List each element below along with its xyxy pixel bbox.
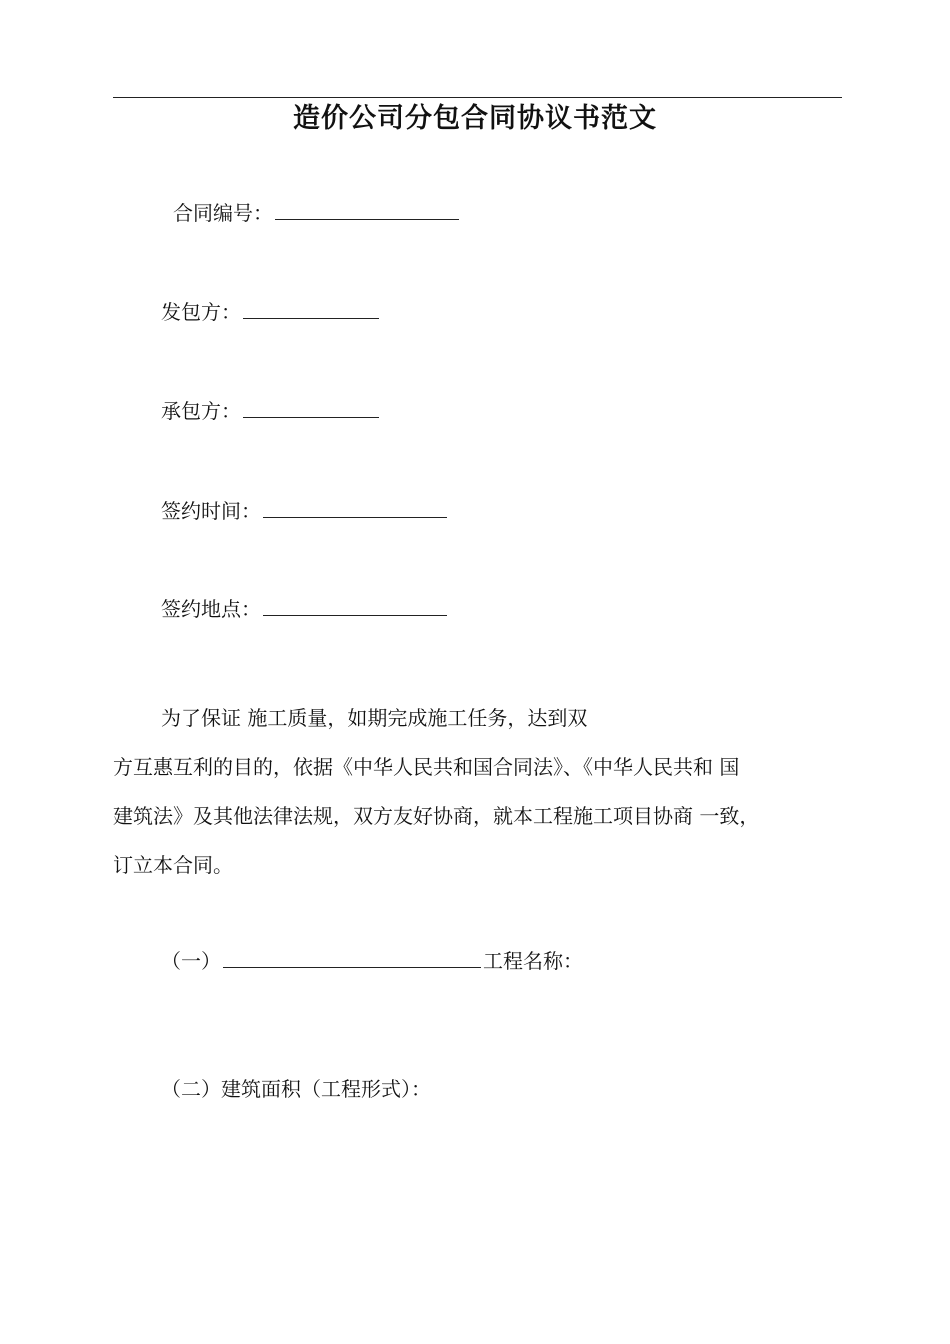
preamble-line-4: 订立本合同。 xyxy=(113,853,233,877)
contract-number-field xyxy=(173,199,459,227)
preamble-line-2: 方互惠互利的目的，依据《中华人民共和国合同法》、《中华人民共和 国 xyxy=(113,755,740,779)
employer-blank[interactable] xyxy=(243,298,379,319)
sign-time-blank[interactable] xyxy=(263,497,447,518)
sign-time-field xyxy=(161,497,447,525)
document-title: 造价公司分包合同协议书范文 xyxy=(293,103,657,134)
preamble-paragraph xyxy=(113,694,842,890)
preamble-line-1: 为了保证 施工质量，如期完成施工任务，达到双 xyxy=(161,706,588,730)
sign-place-label: 签约地点： xyxy=(161,597,261,621)
project-name-blank[interactable] xyxy=(223,947,481,968)
item-project-name xyxy=(161,947,583,975)
header-rule xyxy=(113,97,842,98)
contract-number-label: 合同编号： xyxy=(173,201,273,225)
contractor-field xyxy=(161,397,379,425)
contract-number-blank[interactable] xyxy=(275,199,459,220)
contractor-blank[interactable] xyxy=(243,397,379,418)
sign-place-field xyxy=(161,595,447,623)
employer-label: 发包方： xyxy=(161,300,241,324)
sign-place-blank[interactable] xyxy=(263,595,447,616)
item-1-prefix: （一） xyxy=(161,949,221,973)
sign-time-label: 签约时间： xyxy=(161,499,261,523)
item-1-label: 工程名称： xyxy=(483,949,583,973)
preamble-line-3: 建筑法》及其他法律法规，双方友好协商，就本工程施工项目协商 一致， xyxy=(113,804,760,828)
contractor-label: 承包方： xyxy=(161,399,241,423)
item-building-area: （二）建筑面积（工程形式）： xyxy=(161,1077,431,1101)
employer-field xyxy=(161,298,379,326)
